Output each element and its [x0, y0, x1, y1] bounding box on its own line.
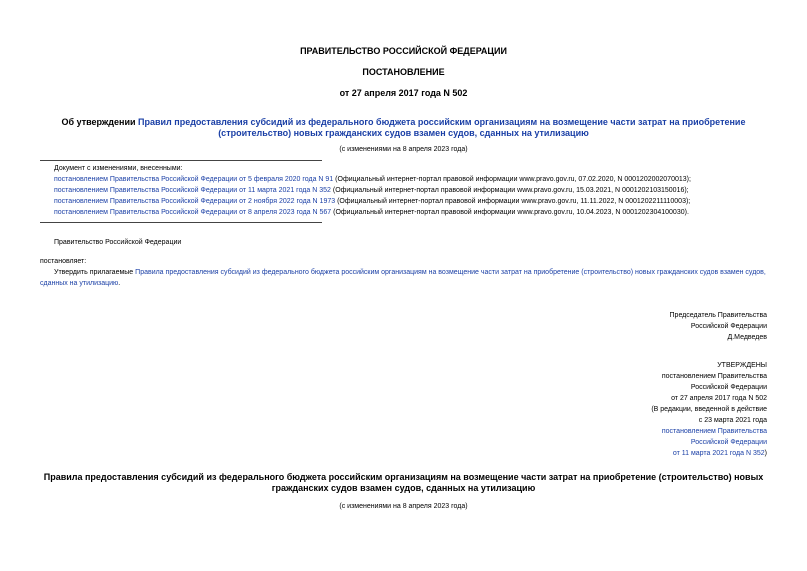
revision-note: (с изменениями на 8 апреля 2023 года) — [339, 146, 468, 153]
signature-block — [670, 310, 767, 343]
document-title — [40, 117, 767, 139]
approved-block — [651, 360, 767, 459]
approved-close-paren: ) — [764, 450, 767, 457]
document-date-number: от 27 апреля 2017 года N 502 — [339, 88, 468, 98]
approve-suffix: . — [118, 280, 121, 287]
approved-amendment-link[interactable]: от 11 марта 2021 года N 352 — [672, 450, 765, 457]
change-item — [54, 207, 784, 218]
change-link[interactable]: постановлением Правительства Российской Федерации от 11 марта 2021 года N 352 — [54, 187, 331, 194]
change-source: (Официальный интернет-портал правовой информации www.pravo.gov.ru, 15.03.2021, N 0001202103150016); — [330, 187, 689, 194]
change-item — [54, 174, 784, 185]
changes-block — [54, 163, 784, 218]
approved-amendment-link[interactable]: Российской Федерации — [690, 439, 767, 446]
rules-title: Правила предоставления субсидий из федерального бюджета российским организациям на возмещение части затрат на приобретение (строительство) новых гражданских судов взамен судов, сданных на утилизацию — [43, 472, 764, 493]
signature-position: Председатель Правительства — [669, 312, 767, 319]
decrees-line: постановляет: — [40, 258, 87, 265]
approve-paragraph — [40, 267, 770, 289]
approve-prefix: Утвердить прилагаемые — [54, 269, 136, 276]
approve-rules-link[interactable]: Правила предоставления субсидий из федерального бюджета российским организациям на возмещение части затрат на приобретение (строительство) новых гражданских судов взамен судов, сданных на утилизацию — [40, 269, 766, 287]
rules-revision-note: (с изменениями на 8 апреля 2023 года) — [339, 503, 468, 510]
approved-heading: УТВЕРЖДЕНЫ — [717, 362, 767, 369]
change-link[interactable]: постановлением Правительства Российской Федерации от 8 апреля 2023 года N 567 — [54, 209, 332, 216]
signature-organization: Российской Федерации — [690, 323, 767, 330]
changes-bottom-divider — [40, 222, 322, 223]
change-link[interactable]: постановлением Правительства Российской Федерации от 2 ноября 2022 года N 1973 — [54, 198, 336, 205]
government-line: Правительство Российской Федерации — [54, 239, 182, 246]
changes-heading: Документ с изменениями, внесенными: — [54, 165, 183, 172]
change-item — [54, 196, 784, 207]
approved-line: постановлением Правительства — [661, 373, 767, 380]
document-type: ПОСТАНОВЛЕНИЕ — [362, 67, 445, 77]
title-rules-link[interactable]: Правил предоставления субсидий из федерального бюджета российским организациям на возмещение части затрат на приобретение (строительство) новых гражданских судов взамен судов, сданных на утилизацию — [138, 117, 746, 138]
change-source: (Официальный интернет-портал правовой информации www.pravo.gov.ru, 07.02.2020, N 0001202002070013); — [333, 176, 691, 183]
approved-line: Российской Федерации — [690, 384, 767, 391]
signature-name: Д.Медведев — [727, 334, 767, 341]
change-link[interactable]: постановлением Правительства Российской Федерации от 5 февраля 2020 года N 91 — [54, 176, 334, 183]
approved-line: (В редакции, введенной в действие — [651, 406, 767, 413]
approved-line: с 23 марта 2021 года — [698, 417, 767, 424]
title-prefix: Об утверждении — [61, 117, 139, 127]
changes-top-divider — [40, 160, 322, 161]
change-item — [54, 185, 784, 196]
change-source: (Официальный интернет-портал правовой информации www.pravo.gov.ru, 11.11.2022, N 0001202211110003); — [335, 198, 691, 205]
change-source: (Официальный интернет-портал правовой информации www.pravo.gov.ru, 10.04.2023, N 0001202304100030). — [331, 209, 689, 216]
approved-line: от 27 апреля 2017 года N 502 — [671, 395, 767, 402]
government-heading: ПРАВИТЕЛЬСТВО РОССИЙСКОЙ ФЕДЕРАЦИИ — [300, 46, 507, 56]
approved-amendment-link[interactable]: постановлением Правительства — [661, 428, 767, 435]
